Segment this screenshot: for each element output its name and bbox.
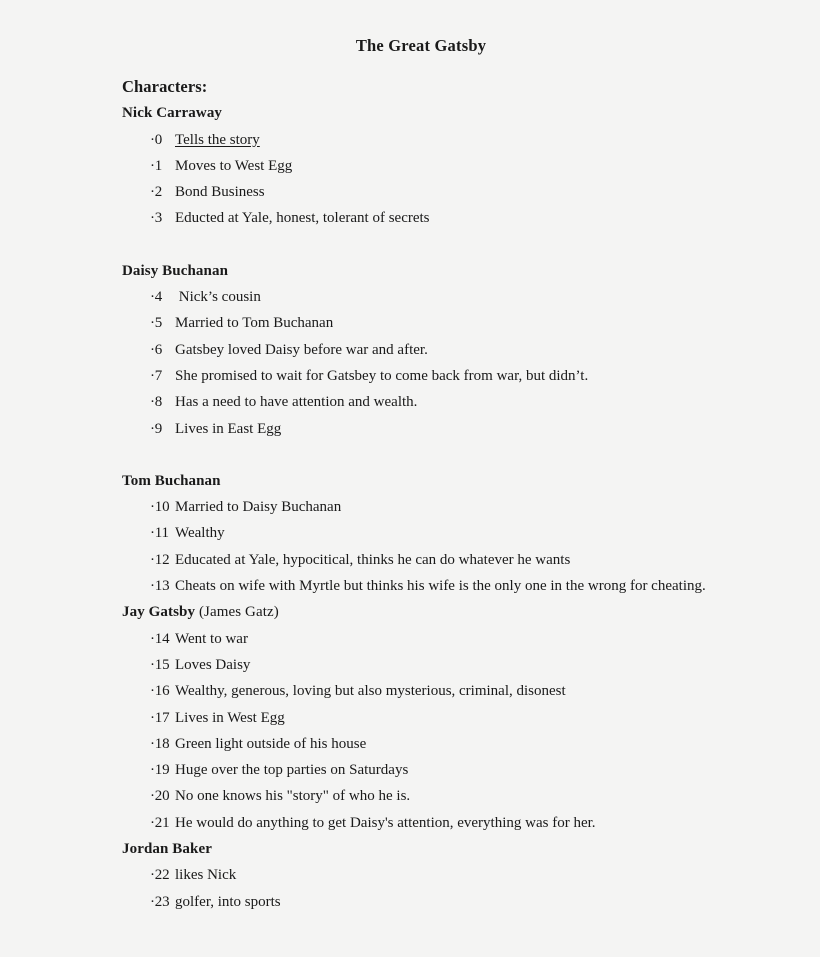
list-item (122, 678, 730, 704)
list-item-text: She promised to wait for Gatsbey to come back from war, but didn’t. (175, 367, 589, 384)
list-item (122, 179, 730, 205)
list-item-text: golfer, into sports (175, 893, 281, 910)
list-item-text: Educated at Yale, hypocitical, thinks he can do whatever he wants (175, 551, 571, 568)
list-item-marker: ·17 (150, 709, 170, 726)
character-trait-list (122, 862, 730, 915)
character-name-heading (122, 836, 730, 862)
list-item-marker: ·21 (150, 814, 170, 831)
list-item-text: Bond Business (175, 184, 265, 201)
list-item (122, 205, 730, 231)
list-item (122, 494, 730, 520)
list-item (122, 573, 730, 599)
character-name-heading (122, 258, 730, 284)
character-sections (122, 100, 730, 915)
character-section (122, 836, 730, 915)
list-item (122, 284, 730, 310)
list-item (122, 547, 730, 573)
list-item (122, 862, 730, 888)
list-item (122, 363, 730, 389)
list-item (122, 337, 730, 363)
list-item-text: He would do anything to get Daisy's attention, everything was for her. (175, 814, 596, 831)
list-item (122, 127, 730, 153)
list-item-text: Gatsbey loved Daisy before war and after. (175, 341, 428, 358)
list-item-marker: ·22 (150, 867, 170, 884)
list-item-marker: ·19 (150, 762, 170, 779)
list-item-text: Tells the story (175, 131, 260, 148)
page-title: The Great Gatsby (355, 36, 487, 55)
list-item-text: Went to war (175, 630, 248, 647)
list-item (122, 416, 730, 442)
list-item-text: likes Nick (175, 867, 237, 884)
list-item-marker: ·20 (150, 788, 170, 805)
list-item (122, 310, 730, 336)
character-section (122, 599, 730, 836)
list-item-marker: ·3 (150, 210, 163, 227)
list-item-text: No one knows his "story" of who he is. (175, 788, 411, 805)
list-item-text: Moves to West Egg (175, 157, 293, 174)
list-item-marker: ·1 (150, 157, 163, 174)
list-item-marker: ·18 (150, 735, 170, 752)
list-item-text: Lives in West Egg (175, 709, 285, 726)
list-item (122, 520, 730, 546)
list-item-marker: ·4 (150, 289, 163, 306)
list-item-text: Green light outside of his house (175, 735, 367, 752)
list-item (122, 626, 730, 652)
list-item-marker: ·6 (150, 341, 163, 358)
character-trait-list (122, 626, 730, 836)
character-name: Tom Buchanan (122, 472, 221, 489)
list-item (122, 783, 730, 809)
character-alias: (James Gatz) (195, 604, 279, 621)
list-item-marker: ·12 (150, 551, 170, 568)
list-item (122, 652, 730, 678)
list-item-text: Lives in East Egg (175, 420, 282, 437)
character-trait-list (122, 494, 730, 599)
list-item (122, 810, 730, 836)
list-item (122, 731, 730, 757)
list-item-marker: ·11 (150, 525, 169, 542)
list-item-text: Married to Daisy Buchanan (175, 499, 342, 516)
character-name: Jordan Baker (122, 841, 212, 858)
character-name-heading (122, 100, 730, 126)
list-item-text: Wealthy, generous, loving but also mysterious, criminal, disonest (175, 683, 566, 700)
character-name: Jay Gatsby (122, 604, 196, 621)
list-item-text: Nick’s cousin (175, 289, 261, 306)
list-item-marker: ·9 (150, 420, 163, 437)
character-name: Nick Carraway (122, 105, 223, 122)
character-trait-list (122, 284, 730, 442)
list-item-text: Has a need to have attention and wealth. (175, 394, 418, 411)
list-item-marker: ·13 (150, 578, 170, 595)
list-item-marker: ·0 (150, 131, 163, 148)
character-section (122, 468, 730, 599)
list-item (122, 705, 730, 731)
list-item-marker: ·14 (150, 630, 170, 647)
list-item-marker: ·10 (150, 499, 170, 516)
character-trait-list (122, 127, 730, 232)
list-item-text: Huge over the top parties on Saturdays (175, 762, 409, 779)
list-item-marker: ·7 (150, 367, 163, 384)
list-item-text: Educted at Yale, honest, tolerant of secrets (175, 210, 430, 227)
characters-heading: Characters: (122, 77, 208, 96)
list-item (122, 389, 730, 415)
character-name-heading (122, 599, 730, 625)
character-name-heading (122, 468, 730, 494)
list-item-marker: ·5 (150, 315, 163, 332)
list-item-text: Cheats on wife with Myrtle but thinks his wife is the only one in the wrong for cheating. (175, 578, 706, 595)
list-item-text: Married to Tom Buchanan (175, 315, 334, 332)
list-item (122, 153, 730, 179)
list-item-text: Loves Daisy (175, 656, 251, 673)
list-item-marker: ·15 (150, 656, 170, 673)
list-item (122, 757, 730, 783)
list-item (122, 889, 730, 915)
list-item-text: Wealthy (175, 525, 225, 542)
list-item-marker: ·2 (150, 184, 163, 201)
character-section (122, 100, 730, 231)
character-section (122, 258, 730, 442)
list-item-marker: ·16 (150, 683, 170, 700)
list-item-marker: ·23 (150, 893, 170, 910)
list-item-marker: ·8 (150, 394, 163, 411)
character-name: Daisy Buchanan (122, 262, 229, 279)
